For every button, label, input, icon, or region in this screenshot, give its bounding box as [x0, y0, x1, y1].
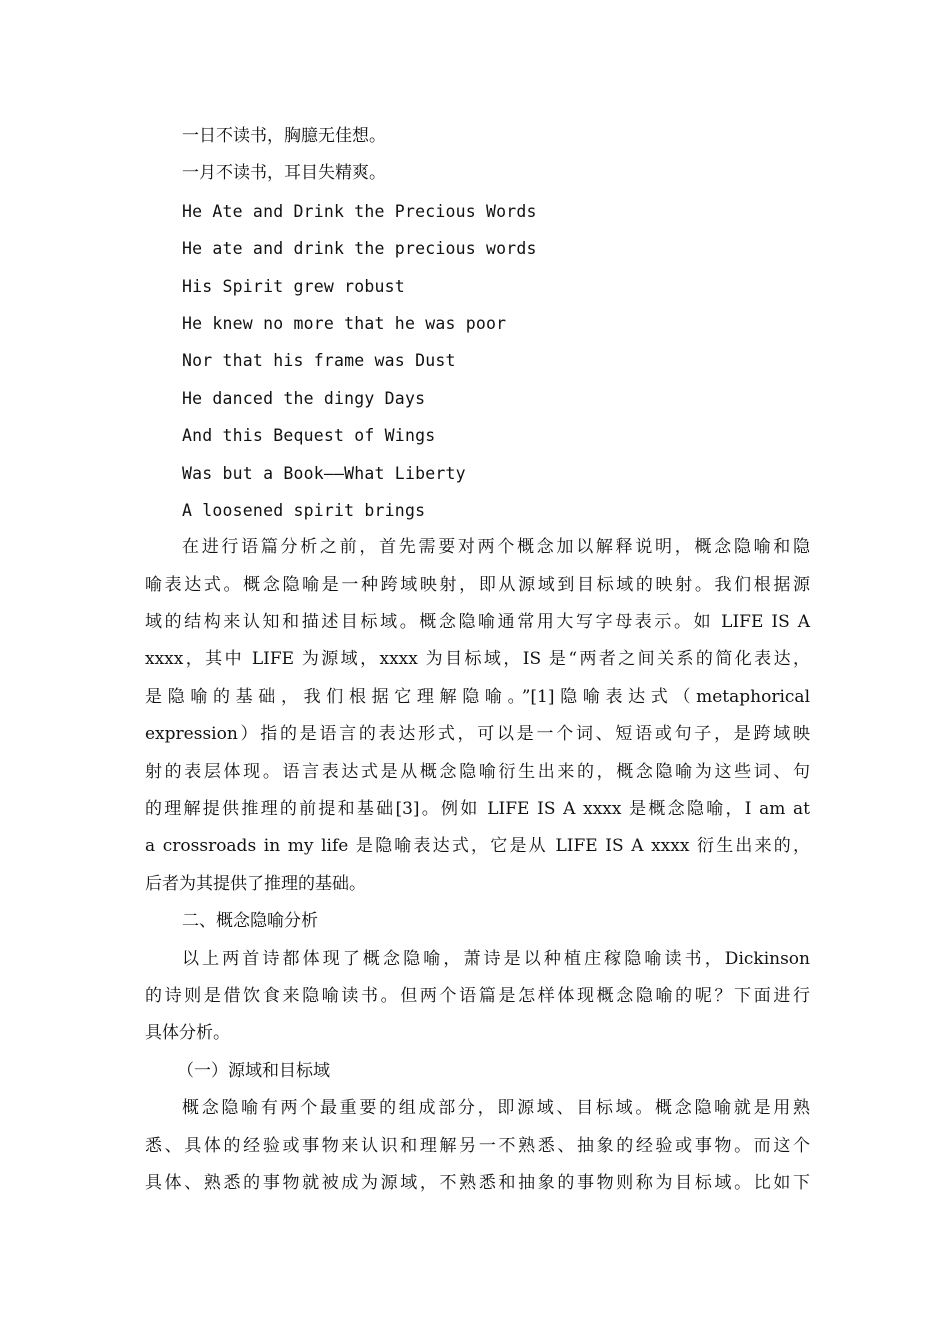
paragraph-line: 概念隐喻有两个最重要的组成部分，即源域、目标域。概念隐喻就是用熟 — [182, 1098, 810, 1119]
paragraph-line: 域的结构来认知和描述目标域。概念隐喻通常用大写字母表示。如 LIFE IS A — [145, 612, 810, 633]
paragraph-line: 的理解提供推理的前提和基础[3]。例如 LIFE IS A xxxx 是概念隐喻，I am at — [145, 799, 810, 820]
paragraph-line: 是隐喻的基础，我们根据它理解隐喻。”[1]隐喻表达式（metaphorical — [145, 686, 810, 707]
poem-line: 一日不读书，胸臆无佳想。 — [182, 126, 386, 146]
poem-line: He ate and drink the precious words — [182, 239, 537, 259]
paragraph-line: 后者为其提供了推理的基础。 — [145, 873, 366, 894]
paragraph-line: 具体分析。 — [145, 1023, 230, 1044]
poem-line: Nor that his frame was Dust — [182, 351, 456, 371]
section-heading: 二、概念隐喻分析 — [182, 911, 318, 932]
chinese-poem — [145, 118, 810, 193]
poem-line: He Ate and Drink the Precious Words — [182, 201, 537, 221]
document-body — [145, 118, 810, 1202]
poem-line: He knew no more that he was poor — [182, 313, 507, 333]
poem-line: A loosened spirit brings — [182, 500, 426, 520]
paragraph-line: 悉、具体的经验或事物来认识和理解另一不熟悉、抽象的经验或事物。而这个 — [145, 1135, 810, 1156]
paragraph-line: 在进行语篇分析之前，首先需要对两个概念加以解释说明，概念隐喻和隐 — [182, 537, 810, 558]
english-poem — [145, 193, 810, 530]
paragraph-concepts — [145, 529, 810, 903]
poem-line: His Spirit grew robust — [182, 276, 405, 296]
paragraph-line: 的诗则是借饮食来隐喻读书。但两个语篇是怎样体现概念隐喻的呢？下面进行 — [145, 985, 810, 1006]
poem-line: And this Bequest of Wings — [182, 426, 436, 446]
paragraph-domains — [145, 1090, 810, 1202]
poem-line: 一月不读书，耳目失精爽。 — [182, 163, 386, 184]
paragraph-line: xxxx，其中 LIFE 为源域，xxxx 为目标域，IS 是“两者之间关系的简化表达， — [145, 649, 810, 670]
paragraph-line: expression）指的是语言的表达形式，可以是一个词、短语或句子，是跨域映 — [145, 724, 810, 745]
paragraph-line: a crossroads in my life 是隐喻表达式，它是从 LIFE IS A xxxx 衍生出来的， — [145, 836, 810, 857]
poem-line: He danced the dingy Days — [182, 388, 426, 408]
paragraph-line: 以上两首诗都体现了概念隐喻，萧诗是以种植庄稼隐喻读书，Dickinson — [182, 948, 810, 969]
paragraph-line: 喻表达式。概念隐喻是一种跨域映射，即从源域到目标域的映射。我们根据源 — [145, 574, 810, 595]
subsection-heading: （一）源域和目标域 — [177, 1060, 330, 1081]
paragraph-line: 具体、熟悉的事物就被成为源域，不熟悉和抽象的事物则称为目标域。比如下 — [145, 1172, 810, 1193]
poem-line: Was but a Book——What Liberty — [182, 463, 466, 483]
paragraph-line: 射的表层体现。语言表达式是从概念隐喻衍生出来的，概念隐喻为这些词、句 — [145, 761, 810, 782]
paragraph-analysis — [145, 941, 810, 1053]
